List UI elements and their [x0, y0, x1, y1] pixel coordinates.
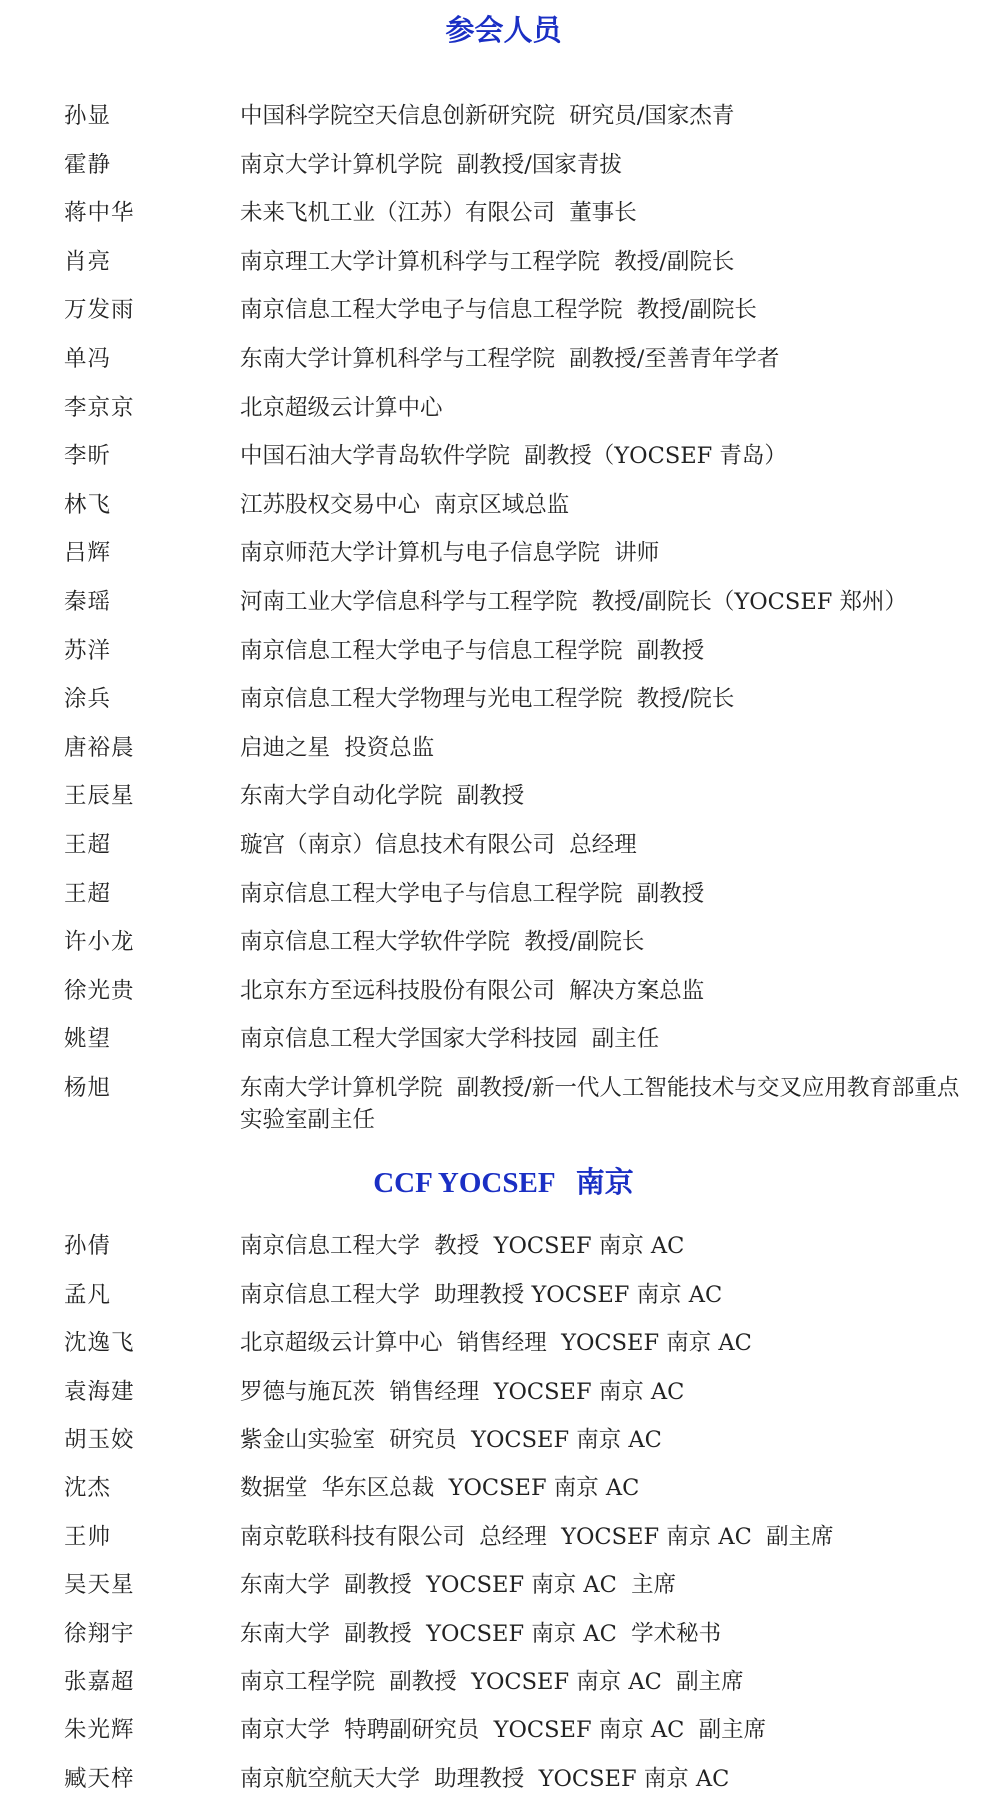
person-row — [0, 100, 1007, 132]
person-affiliation: 东南大学自动化学院 副教授 — [240, 783, 525, 810]
person-affiliation: 东南大学 副教授 YOCSEF 南京 AC 学术秘书 — [240, 1620, 722, 1647]
yocsef-members-list — [0, 1230, 1007, 1794]
yocsef-heading-city: 南京 — [575, 1165, 634, 1200]
person-name: 霍静 — [64, 151, 112, 178]
person-affiliation: 南京航空航天大学 助理教授 YOCSEF 南京 AC — [240, 1765, 730, 1792]
person-row — [0, 343, 1007, 375]
person-row — [0, 489, 1007, 521]
person-affiliation: 北京超级云计算中心 销售经理 YOCSEF 南京 AC — [240, 1330, 752, 1357]
person-name: 林飞 — [64, 491, 112, 518]
person-name: 李京京 — [64, 394, 135, 421]
person-row — [0, 586, 1007, 618]
attendees-heading: 参会人员 — [445, 13, 562, 47]
person-affiliation: 数据堂 华东区总裁 YOCSEF 南京 AC — [240, 1475, 640, 1502]
person-name: 杨旭 — [64, 1074, 112, 1101]
person-name: 吴天星 — [64, 1572, 135, 1599]
person-row — [0, 149, 1007, 181]
person-name: 万发雨 — [64, 297, 135, 324]
person-affiliation: 南京大学 特聘副研究员 YOCSEF 南京 AC 副主席 — [240, 1717, 767, 1744]
person-affiliation: 璇宫（南京）信息技术有限公司 总经理 — [240, 831, 637, 858]
person-affiliation: 东南大学 副教授 YOCSEF 南京 AC 主席 — [240, 1572, 677, 1599]
person-name: 沈逸飞 — [64, 1330, 135, 1357]
person-affiliation: 南京信息工程大学国家大学科技园 副主任 — [240, 1026, 660, 1053]
person-row — [0, 1376, 1007, 1408]
person-name: 李昕 — [64, 443, 112, 470]
person-affiliation: 中国石油大学青岛软件学院 副教授（YOCSEF 青岛） — [240, 443, 787, 470]
person-affiliation: 紫金山实验室 研究员 YOCSEF 南京 AC — [240, 1427, 662, 1454]
person-row — [0, 1072, 1007, 1136]
person-name: 朱光辉 — [64, 1717, 135, 1744]
person-affiliation: 南京理工大学计算机科学与工程学院 教授/副院长 — [240, 248, 735, 275]
person-name: 胡玉姣 — [64, 1427, 135, 1454]
person-row — [0, 197, 1007, 229]
person-affiliation: 北京东方至远科技股份有限公司 解决方案总监 — [240, 977, 705, 1004]
person-row — [0, 1472, 1007, 1504]
attendees-list — [0, 100, 1007, 1136]
person-name: 蒋中华 — [64, 200, 135, 227]
person-affiliation: 南京信息工程大学电子与信息工程学院 副教授 — [240, 637, 705, 664]
person-row — [0, 1424, 1007, 1456]
person-name: 涂兵 — [64, 686, 112, 713]
person-name: 肖亮 — [64, 248, 112, 275]
person-row — [0, 1618, 1007, 1650]
person-affiliation: 河南工业大学信息科学与工程学院 教授/副院长（YOCSEF 郑州） — [240, 588, 908, 615]
person-name: 单冯 — [64, 345, 112, 372]
person-affiliation: 南京信息工程大学 助理教授 YOCSEF 南京 AC — [240, 1281, 723, 1308]
person-name: 秦瑶 — [64, 588, 112, 615]
person-name: 苏洋 — [64, 637, 112, 664]
person-name: 孙倩 — [64, 1233, 112, 1260]
person-affiliation: 南京师范大学计算机与电子信息学院 讲师 — [240, 540, 660, 567]
person-name: 王帅 — [64, 1523, 112, 1550]
person-name: 张嘉超 — [64, 1668, 135, 1695]
person-row — [0, 635, 1007, 667]
person-name: 姚望 — [64, 1026, 112, 1053]
person-row — [0, 732, 1007, 764]
person-row — [0, 1569, 1007, 1601]
person-row — [0, 1666, 1007, 1698]
person-row — [0, 1279, 1007, 1311]
person-affiliation: 南京信息工程大学物理与光电工程学院 教授/院长 — [240, 686, 735, 713]
person-affiliation: 启迪之星 投资总监 — [240, 734, 435, 761]
person-name: 臧天梓 — [64, 1765, 135, 1792]
person-row — [0, 926, 1007, 958]
person-name: 沈杰 — [64, 1475, 112, 1502]
person-affiliation: 东南大学计算机学院 副教授/新一代人工智能技术与交叉应用教育部重点实验室副主任 — [240, 1074, 960, 1133]
person-affiliation: 北京超级云计算中心 — [240, 394, 443, 421]
person-affiliation: 南京信息工程大学电子与信息工程学院 副教授 — [240, 880, 705, 907]
person-name: 王辰星 — [64, 783, 135, 810]
person-affiliation: 南京信息工程大学 教授 YOCSEF 南京 AC — [240, 1233, 685, 1260]
person-name: 王超 — [64, 880, 112, 907]
person-row — [0, 537, 1007, 569]
person-name: 袁海建 — [64, 1378, 135, 1405]
person-row — [0, 440, 1007, 472]
person-name: 唐裕晨 — [64, 734, 135, 761]
person-name: 王超 — [64, 831, 112, 858]
person-name: 孙显 — [64, 103, 112, 129]
person-affiliation: 南京大学计算机学院 副教授/国家青拔 — [240, 151, 622, 178]
person-affiliation: 东南大学计算机科学与工程学院 副教授/至善青年学者 — [240, 345, 780, 372]
person-row — [0, 780, 1007, 812]
person-affiliation: 未来飞机工业（江苏）有限公司 董事长 — [240, 200, 637, 227]
person-affiliation: 罗德与施瓦茨 销售经理 YOCSEF 南京 AC — [240, 1378, 685, 1405]
person-affiliation: 江苏股权交易中心 南京区域总监 — [240, 491, 570, 518]
person-row — [0, 878, 1007, 910]
person-name: 许小龙 — [64, 929, 135, 956]
person-affiliation: 南京信息工程大学软件学院 教授/副院长 — [240, 929, 645, 956]
person-affiliation: 南京乾联科技有限公司 总经理 YOCSEF 南京 AC 副主席 — [240, 1523, 834, 1550]
person-row — [0, 1327, 1007, 1359]
yocsef-heading — [0, 1152, 1007, 1212]
person-row — [0, 392, 1007, 424]
person-row — [0, 1763, 1007, 1795]
person-row — [0, 1230, 1007, 1262]
person-name: 徐光贵 — [64, 977, 135, 1004]
person-row — [0, 246, 1007, 278]
person-row — [0, 829, 1007, 861]
person-affiliation: 南京工程学院 副教授 YOCSEF 南京 AC 副主席 — [240, 1668, 744, 1695]
person-row — [0, 683, 1007, 715]
person-row — [0, 294, 1007, 326]
yocsef-heading-latin: CCF YOCSEF — [373, 1167, 556, 1200]
person-row — [0, 1714, 1007, 1746]
person-affiliation: 中国科学院空天信息创新研究院 研究员/国家杰青 — [240, 103, 735, 129]
person-row — [0, 975, 1007, 1007]
person-name: 徐翔宇 — [64, 1620, 135, 1647]
person-affiliation: 南京信息工程大学电子与信息工程学院 教授/副院长 — [240, 297, 757, 324]
person-row — [0, 1023, 1007, 1055]
person-name: 吕辉 — [64, 540, 112, 567]
person-row — [0, 1521, 1007, 1553]
person-name: 孟凡 — [64, 1281, 112, 1308]
